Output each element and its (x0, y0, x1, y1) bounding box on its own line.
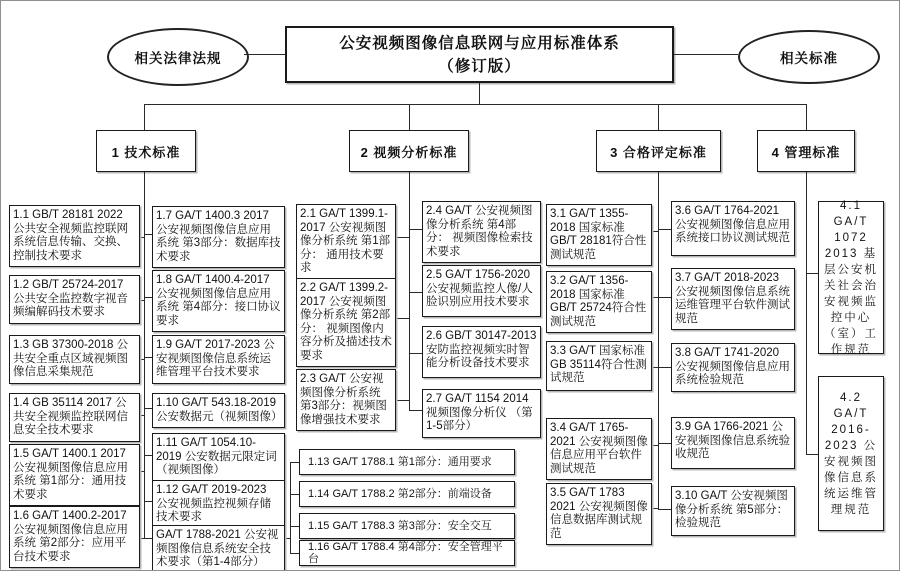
standard-box-2-6: 2.6 GB/T 30147-2013 安防监控视频实时智能分析设备技术要求 (422, 326, 541, 378)
connector-line (806, 454, 818, 455)
connector-line (806, 172, 807, 454)
connector-line (144, 501, 152, 502)
branch-box-video-analysis-standards (349, 130, 469, 172)
connector-line (144, 357, 152, 358)
connector-line (674, 54, 738, 55)
connector-line (395, 400, 409, 401)
branch-box-technical-standards (96, 130, 196, 172)
standard-box-2-7: 2.7 GA/T 1154 2014 视频图像分析仪 （第1-5部分） (422, 389, 541, 438)
related-standards-oval (738, 30, 880, 84)
branch-label: 2 视频分析标准 (360, 144, 458, 160)
connector-line (140, 359, 144, 360)
connector-line (652, 231, 658, 232)
connector-line (144, 234, 152, 235)
connector-line (144, 104, 807, 105)
connector-line (658, 229, 671, 230)
connector-line (658, 443, 671, 444)
connector-line (409, 229, 422, 230)
standard-box-1-11: 1.11 GA/T 1054.10-2019 公安数据元限定词（视频图像） (152, 433, 285, 482)
connector-line (290, 553, 299, 554)
connector-line (140, 471, 144, 472)
standard-box-3-6: 3.6 GA/T 1764-2021 公安视频图像信息应用系统接口协议测试规范 (671, 201, 795, 256)
connector-line (395, 237, 409, 238)
standard-box-1-5: 1.5 GA/T 1400.1 2017 公安视频图像信息应用系统 第1部分：通用技术要求 (9, 444, 140, 506)
standard-box-3-5: 3.5 GA/T 1783 2021 公安视频图像信息数据库测试规范 (546, 483, 652, 545)
connector-line (658, 104, 659, 130)
standard-box-3-9: 3.9 GA 1766-2021 公安视频图像信息系统验收规范 (671, 417, 795, 469)
standard-box-ga-t-1788: GA/T 1788-2021 公安视频图像信息系统安全技术要求（第1-4部分） (152, 525, 285, 571)
connector-line (290, 462, 299, 463)
related-standards-label: 相关标准 (780, 51, 838, 66)
standard-box-3-7: 3.7 GA/T 2018-2023 公安视频图像信息系统运维管理平台软件测试规范 (671, 268, 795, 330)
connector-line (395, 318, 409, 319)
connector-line (409, 410, 422, 411)
standard-box-1-2: 1.2 GB/T 25724-2017 公共安全监控数字视音频编解码技术要求 (9, 275, 140, 324)
connector-line (409, 292, 422, 293)
connector-line (140, 237, 144, 238)
connector-line (140, 415, 144, 416)
connector-line (144, 455, 152, 456)
connector-line (479, 82, 480, 104)
connector-line (658, 509, 671, 510)
standard-box-1-9: 1.9 GA/T 2017-2023 公安视频图像信息系统运维管理平台技术要求 (152, 335, 285, 384)
standard-box-1-14: 1.14 GA/T 1788.2 第2部分：前端设备 (299, 481, 515, 507)
connector-line (244, 54, 285, 55)
connector-line (652, 445, 658, 446)
standard-box-3-10: 3.10 GA/T 公安视频图像分析系统 第5部分：检验规范 (671, 486, 795, 536)
standard-box-1-7: 1.7 GA/T 1400.3 2017 公安视频图像信息应用系统 第3部分：数据库技术要求 (152, 206, 285, 268)
title-line-2: （修订版） (438, 57, 521, 75)
branch-box-management-standards (757, 130, 855, 172)
connector-line (144, 297, 152, 298)
diagram-title-box (285, 26, 674, 83)
connector-line (409, 104, 410, 130)
related-laws-oval (107, 28, 249, 86)
standard-box-3-4: 3.4 GA/T 1765-2021 公安视频图像信息应用平台软件测试规范 (546, 418, 652, 480)
branch-label: 1 技术标准 (111, 144, 181, 160)
standard-box-2-3: 2.3 GA/T 公安视频图像分析系统 第3部分：视频图像增强技术要求 (296, 369, 396, 431)
connector-line (140, 300, 144, 301)
connector-line (806, 104, 807, 130)
connector-line (140, 538, 152, 539)
connector-line (144, 172, 145, 538)
standard-box-3-3: 3.3 GA/T 国家标准 GB 35114符合性测试规范 (546, 341, 652, 391)
standard-box-2-4: 2.4 GA/T 公安视频图像分析系统 第4部分： 视频图像检索技术要求 (422, 201, 541, 263)
connector-line (658, 367, 671, 368)
connector-line (290, 462, 291, 554)
branch-label: 3 合格评定标准 (610, 144, 707, 160)
standard-box-3-8: 3.8 GA/T 1741-2020 公安视频图像信息应用系统检验规范 (671, 343, 795, 392)
standard-box-1-15: 1.15 GA/T 1788.3 第3部分：安全交互 (299, 513, 515, 539)
connector-line (290, 526, 299, 527)
connector-line (409, 353, 422, 354)
standard-box-1-10: 1.10 GA/T 543.18-2019 公安数据元（视频图像） (152, 393, 285, 428)
standard-box-3-2: 3.2 GA/T 1356-2018 国家标准GB/T 25724符合性测试规范 (546, 271, 652, 333)
standard-box-1-6: 1.6 GA/T 1400.2-2017 公安视频图像信息应用系统 第2部分：应用平台技术要求 (9, 506, 140, 568)
standard-box-1-3: 1.3 GB 37300-2018 公共安全重点区域视频图像信息采集规范 (9, 335, 140, 384)
standard-box-1-13: 1.13 GA/T 1788.1 第1部分：通用要求 (299, 449, 515, 475)
branch-box-conformity-assessment-standards (596, 130, 721, 172)
standard-box-1-12: 1.12 GA/T 2019-2023 公安视频监控视频存储技术要求 (152, 480, 285, 529)
standard-box-1-16: 1.16 GA/T 1788.4 第4部分：安全管理平台 (299, 540, 515, 566)
connector-line (144, 408, 152, 409)
standard-box-4-1: 4.1 GA/T 1072 2013 基层公安机关社会治安视频监控中心（室）工作规范 (818, 201, 884, 354)
related-laws-label: 相关法律法规 (134, 51, 222, 66)
connector-line (658, 297, 671, 298)
standard-box-3-1: 3.1 GA/T 1355-2018 国家标准GB/T 28181符合性测试规范 (546, 204, 652, 266)
branch-label: 4 管理标准 (771, 144, 841, 160)
connector-line (144, 104, 145, 130)
connector-line (806, 273, 818, 274)
connector-line (290, 494, 299, 495)
standard-box-1-8: 1.8 GA/T 1400.4-2017 公安视频图像信息应用系统 第4部分：接口协议要求 (152, 270, 285, 332)
standard-box-4-2: 4.2 GA/T 2016-2023 公安视频图像信息系统运维管理规范 (818, 376, 884, 531)
standard-box-1-1: 1.1 GB/T 28181 2022 公共安全视频监控联网系统信息传输、交换、控制技术要求 (9, 205, 140, 267)
title-line-1: 公安视频图像信息联网与应用标准体系 (339, 34, 620, 52)
standard-box-2-2: 2.2 GA/T 1399.2-2017 公安视频图像分析系统 第2部分： 视频图像内容分析及描述技术要求 (296, 278, 396, 367)
standard-box-2-1: 2.1 GA/T 1399.1-2017 公安视频图像分析系统 第1部分： 通用技术要求 (296, 204, 396, 280)
standard-box-2-5: 2.5 GA/T 1756-2020 公安视频监控人像/人脸识别应用技术要求 (422, 265, 541, 317)
standard-box-1-4: 1.4 GB 35114 2017 公共安全视频监控联网信息安全技术要求 (9, 393, 140, 442)
connector-line (658, 172, 659, 510)
